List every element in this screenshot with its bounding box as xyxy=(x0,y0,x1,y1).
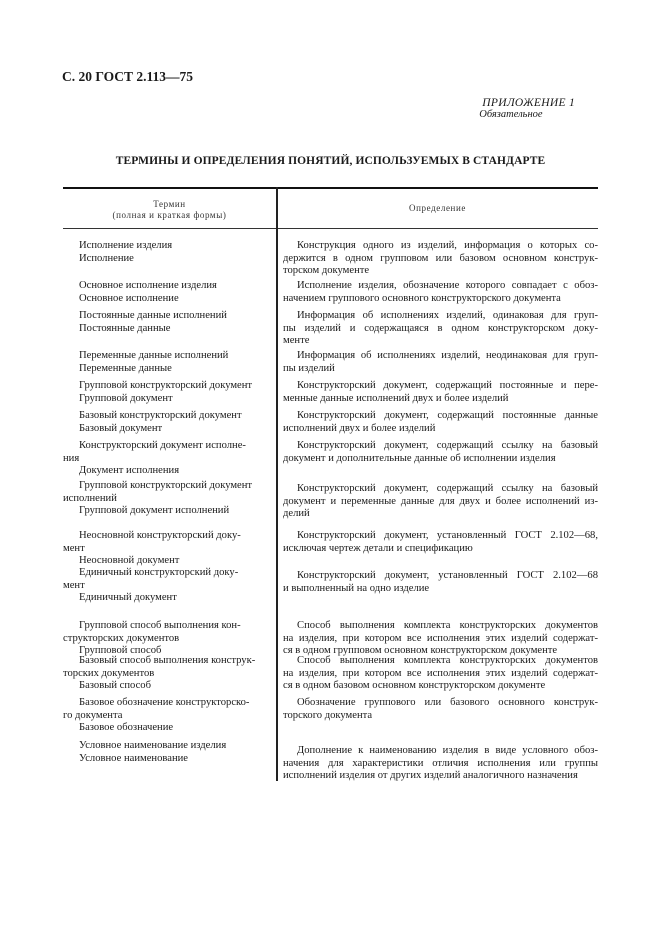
term-full-line: Неосновной конструкторский доку- xyxy=(79,530,241,541)
definition-line: ся в одном базовом основном конструкторском документе xyxy=(283,680,546,692)
definition-cell xyxy=(283,280,598,305)
term-full-line: Базовый конструкторский документ xyxy=(79,410,242,421)
definition-line: Конструкция одного из изделий, информация о которых со- xyxy=(297,240,598,251)
term-short: Единичный документ xyxy=(79,592,177,604)
definition-cell xyxy=(283,655,598,693)
definition-line: менные данные исполнений двух и более изделий xyxy=(283,392,509,404)
term-full-line: ния xyxy=(63,452,80,464)
term-full-line: исполнений xyxy=(63,492,117,504)
definition-cell xyxy=(283,440,598,465)
term-cell xyxy=(63,240,271,265)
definition-line: начения для характеристики отличия исполнения или группы xyxy=(283,757,598,769)
term-short: Документ исполнения xyxy=(79,465,180,477)
term-full-line: Исполнение изделия xyxy=(79,240,173,251)
definition-line: Обозначение группового или базового основного конструк- xyxy=(297,697,598,708)
definition-line: пы изделий xyxy=(283,362,335,374)
term-full-line: Базовое обозначение конструкторско- xyxy=(79,697,250,708)
definition-line: делий xyxy=(283,508,310,520)
term-cell xyxy=(63,350,271,375)
definition-line: на изделия, при котором все исполнения этих изделий содержат- xyxy=(283,667,598,679)
column-divider xyxy=(276,187,278,781)
definition-line: Исполнение изделия, обозначение которого совпадает с обоз- xyxy=(297,280,598,291)
term-full-line: структорских документов xyxy=(63,632,180,644)
term-short: Групповой способ xyxy=(79,645,162,657)
term-short: Переменные данные xyxy=(79,362,172,374)
term-cell xyxy=(63,410,271,435)
definition-cell xyxy=(283,570,598,595)
definition-line: Конструкторский документ, содержащий постоянные и пере- xyxy=(297,380,598,391)
term-full-line: Групповой способ выполнения кон- xyxy=(79,620,241,631)
definition-line: держится в одном групповом или базовом основном конструк- xyxy=(283,252,598,264)
definition-line: исключая чертеж детали и спецификацию xyxy=(283,542,473,554)
column-header-definition: Определение xyxy=(409,203,466,213)
definition-cell xyxy=(283,697,598,722)
term-short: Основное исполнение xyxy=(79,292,179,304)
term-full-line: Постоянные данные исполнений xyxy=(79,310,227,321)
definition-line: исполнений изделия от других изделий аналогичного назначения xyxy=(283,770,578,782)
definition-line: Конструкторский документ, содержащий ссылку на базовый xyxy=(297,483,598,494)
page-title: ТЕРМИНЫ И ОПРЕДЕЛЕНИЯ ПОНЯТИЙ, ИСПОЛЬЗУЕМЫХ В СТАНДАРТЕ xyxy=(115,155,546,167)
definition-line: Конструкторский документ, содержащий ссылку на базовый xyxy=(297,440,598,451)
term-full-line: Основное исполнение изделия xyxy=(79,280,217,291)
term-short: Групповой документ xyxy=(79,392,173,404)
term-short: Исполнение xyxy=(79,252,134,264)
definition-line: Информация об исполнениях изделий, неодинаковая для груп- xyxy=(297,350,598,361)
appendix-number: ПРИЛОЖЕНИЕ 1 xyxy=(482,97,575,109)
term-full-line: Единичный конструкторский доку- xyxy=(79,567,239,578)
definition-line: начением группового основного конструкторского документа xyxy=(283,292,561,304)
definition-line: пы изделий и содержащаяся в одном конструкторском доку- xyxy=(283,322,598,334)
term-cell xyxy=(63,280,271,305)
definition-line: исполнений двух и более изделий xyxy=(283,422,436,434)
term-short: Базовый способ xyxy=(79,680,151,692)
term-short: Базовый документ xyxy=(79,422,163,434)
definition-line: ся в одном групповом основном конструкторском документе xyxy=(283,645,558,657)
column-header-term-subtitle: (полная и краткая формы) xyxy=(112,210,227,220)
term-full-line: Условное наименование изделия xyxy=(79,740,227,751)
term-full-line: Конструкторский документ исполне- xyxy=(79,440,246,451)
term-cell xyxy=(63,655,271,693)
term-full-line: Групповой конструкторский документ xyxy=(79,380,253,391)
definition-cell xyxy=(283,240,598,278)
term-short: Постоянные данные xyxy=(79,322,171,334)
definition-line: менте xyxy=(283,335,310,347)
definition-cell xyxy=(283,380,598,405)
term-cell xyxy=(63,697,271,735)
definition-cell xyxy=(283,310,598,348)
term-full-line: мент xyxy=(63,542,85,554)
term-full-line: Базовый способ выполнения конструк- xyxy=(79,655,256,666)
definition-line: торском документе xyxy=(283,265,370,277)
definition-line: Конструкторский документ, установленный ГОСТ 2.102—68, xyxy=(297,530,598,541)
term-cell xyxy=(63,530,271,568)
column-header-term-title: Термин xyxy=(153,199,186,209)
definition-cell xyxy=(283,483,598,521)
term-full-line: мент xyxy=(63,579,85,591)
definition-cell xyxy=(283,410,598,435)
term-full-line: торских документов xyxy=(63,667,155,679)
page-header: С. 20 ГОСТ 2.113—75 xyxy=(62,69,194,84)
term-full-line: Групповой конструкторский документ xyxy=(79,480,253,491)
term-short: Условное наименование xyxy=(79,752,188,764)
definition-line: документ и переменные данные для двух и более исполнений из- xyxy=(283,495,598,507)
definition-line: Дополнение к наименованию изделия в виде условного обоз- xyxy=(297,745,598,756)
definition-line: и выполненный на одно изделие xyxy=(283,582,430,594)
table-top-rule xyxy=(63,187,598,189)
definition-line: Способ выполнения комплекта конструкторских документов xyxy=(297,655,598,666)
term-short: Неосновной документ xyxy=(79,555,180,567)
term-cell xyxy=(63,310,271,335)
appendix-status: Обязательное xyxy=(479,109,543,120)
term-cell xyxy=(63,740,271,765)
definition-line: Способ выполнения комплекта конструкторских документов xyxy=(297,620,598,631)
definition-line: документ и дополнительные данные об исполнении изделия xyxy=(283,452,556,464)
definition-line: на изделия, при котором все исполнения этих изделий содержат- xyxy=(283,632,598,644)
definition-line: Конструкторский документ, установленный ГОСТ 2.102—68 xyxy=(297,570,598,581)
term-cell xyxy=(63,567,271,605)
column-header-term xyxy=(63,199,276,221)
table-header-rule xyxy=(63,228,598,229)
appendix-label xyxy=(479,97,575,120)
term-cell xyxy=(63,440,271,478)
term-cell xyxy=(63,380,271,405)
definition-cell xyxy=(283,350,598,375)
term-cell xyxy=(63,480,271,518)
term-short: Групповой документ исполнений xyxy=(79,505,230,517)
definition-cell xyxy=(283,620,598,658)
definition-cell xyxy=(283,745,598,783)
term-short: Базовое обозначение xyxy=(79,722,174,734)
term-full-line: го документа xyxy=(63,709,123,721)
term-cell xyxy=(63,620,271,658)
definition-cell xyxy=(283,530,598,555)
definition-line: торского документа xyxy=(283,709,373,721)
definition-line: Конструкторский документ, содержащий постоянные данные xyxy=(297,410,598,421)
definition-line: Информация об исполнениях изделий, одинаковая для груп- xyxy=(297,310,598,321)
term-full-line: Переменные данные исполнений xyxy=(79,350,229,361)
